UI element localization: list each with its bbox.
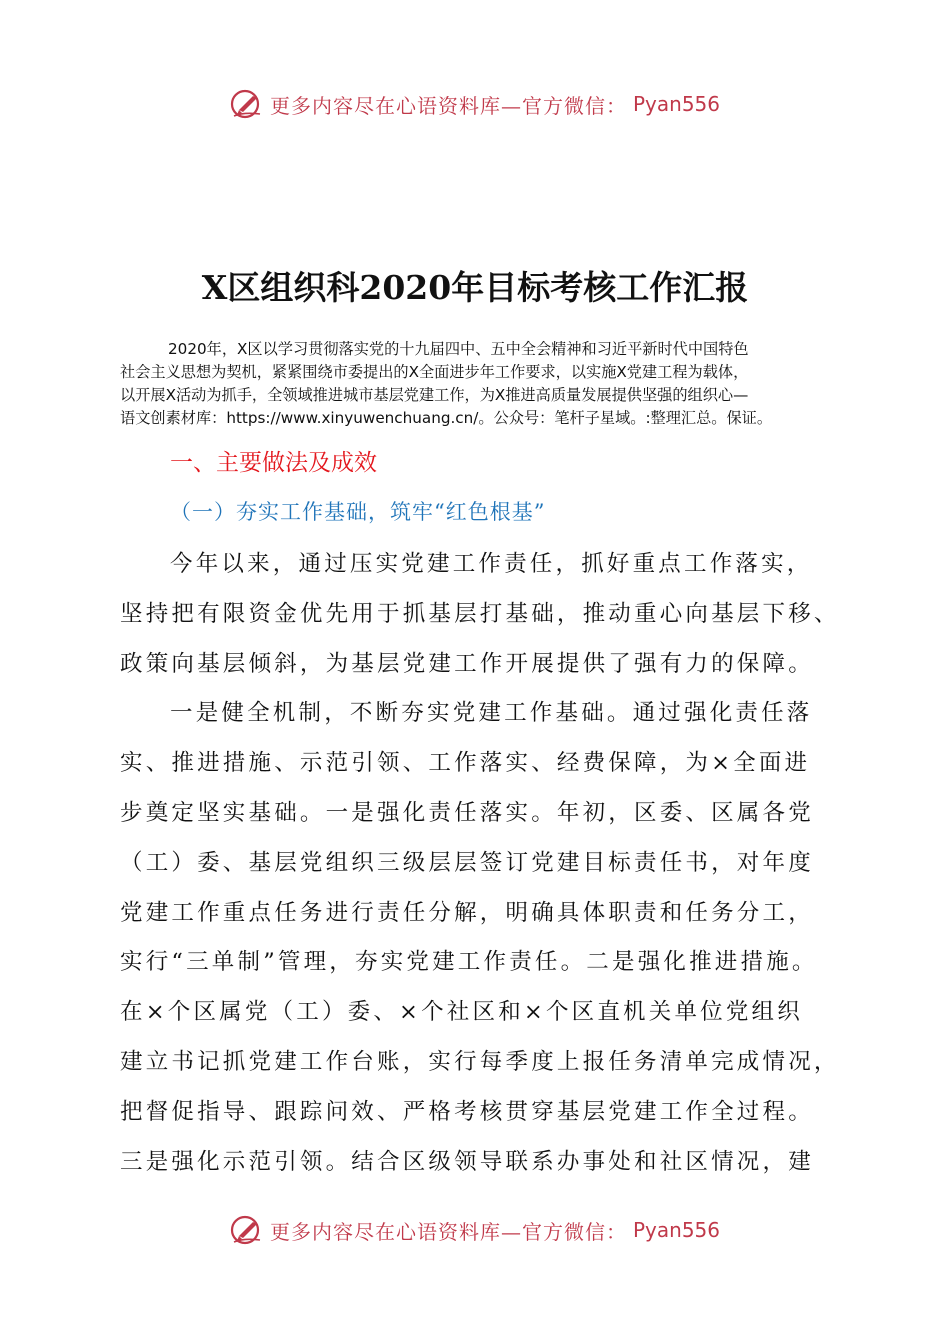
- document-title: X区组织科2020年目标考核工作汇报: [201, 268, 749, 307]
- body-text: [120, 540, 850, 1187]
- body-line: 三是强化示范引领。结合区级领导联系办事处和社区情况，建: [120, 1148, 814, 1175]
- watermark-header: [0, 84, 950, 124]
- section-heading: 一、主要做法及成效: [170, 450, 377, 476]
- intro-line: 2020年，X区以学习贯彻落实党的十九届四中、五中全会精神和习近平新时代中国特色: [168, 340, 749, 358]
- body-line: 党建工作重点任务进行责任分解，明确具体职责和任务分工，: [120, 899, 814, 926]
- body-line: 把督促指导、跟踪问效、严格考核贯穿基层党建工作全过程。: [120, 1098, 814, 1125]
- intro-line: 社会主义思想为契机，紧紧围绕市委提出的X全面进步年工作要求，以实施X党建工程为载体，: [120, 363, 749, 381]
- body-line: （工）委、基层党组织三级层层签订党建目标责任书，对年度: [120, 849, 814, 876]
- intro-line: 以开展X活动为抓手，全领域推进城市基层党建工作，为X推进高质量发展提供坚强的组织心—: [120, 386, 749, 404]
- watermark-text: 更多内容尽在心语资料库—官方微信：: [269, 93, 627, 118]
- watermark-footer: [0, 1210, 950, 1250]
- body-line: 一是健全机制，不断夯实党建工作基础。通过强化责任落: [170, 700, 813, 727]
- body-line: 在×个区属党（工）委、×个社区和×个区直机关单位党组织: [120, 999, 803, 1026]
- body-line: 实、推进措施、示范引领、工作落实、经费保障，为×全面进: [120, 750, 811, 777]
- subsection-heading: （一）夯实工作基础，筑牢“红色根基”: [170, 500, 546, 524]
- pen-logo-icon: [230, 1213, 264, 1247]
- watermark-text: 更多内容尽在心语资料库—官方微信：: [269, 1219, 627, 1244]
- body-line: 实行“三单制”管理，夯实党建工作责任。二是强化推进措施。: [120, 949, 818, 976]
- watermark-wechat-id: Pyan556: [632, 1218, 720, 1242]
- body-line: 今年以来，通过压实党建工作责任，抓好重点工作落实，: [170, 551, 813, 577]
- pen-logo-icon: [230, 87, 264, 121]
- intro-line: 语文创素材库：https://www.xinyuwenchuang.cn/。公众号：笔杆子星域。:整理汇总。保证。: [120, 409, 773, 427]
- intro-paragraph: [120, 338, 840, 430]
- watermark-wechat-id: Pyan556: [632, 92, 720, 116]
- body-line: 步奠定坚实基础。一是强化责任落实。年初，区委、区属各党: [120, 799, 814, 826]
- body-line: 政策向基层倾斜，为基层党建工作开展提供了强有力的保障。: [120, 650, 814, 677]
- body-line: 建立书记抓党建工作台账，实行每季度上报任务清单完成情况，: [120, 1048, 840, 1075]
- body-line: 坚持把有限资金优先用于抓基层打基础，推动重心向基层下移、: [120, 600, 840, 627]
